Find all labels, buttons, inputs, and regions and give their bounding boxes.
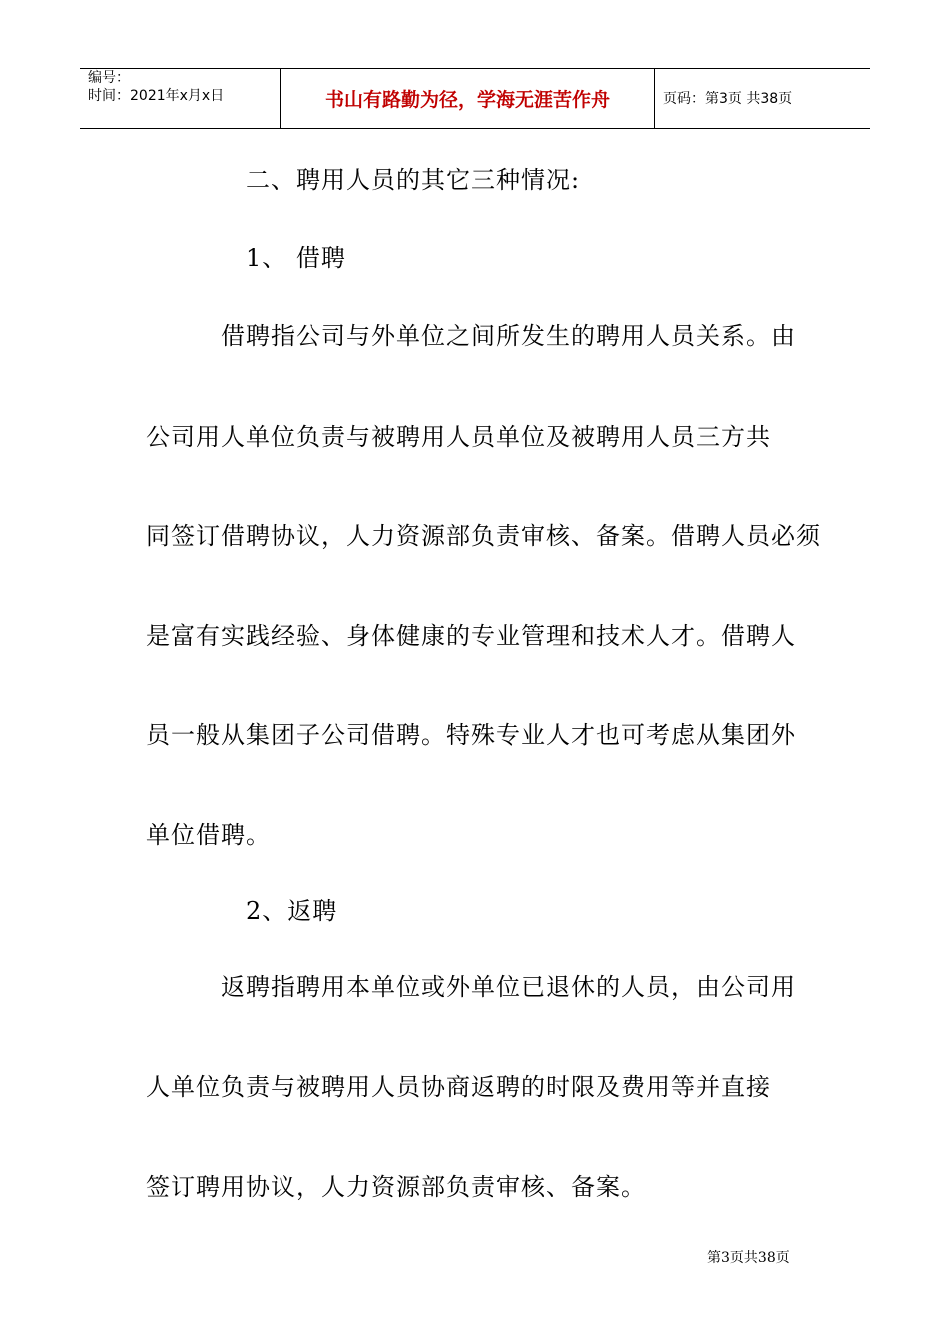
item1-paragraph-line: 单位借聘。 (146, 821, 271, 849)
footer-page-number: 第3页共38页 (707, 1250, 790, 1266)
item1-paragraph-line: 同签订借聘协议，人力资源部负责审核、备案。借聘人员必须 (146, 522, 821, 550)
item1-paragraph-line: 公司用人单位负责与被聘用人员单位及被聘用人员三方共 (146, 423, 771, 451)
item1-heading: 1、 借聘 (246, 244, 346, 272)
section-heading: 二、聘用人员的其它三种情况: (246, 166, 581, 194)
item2-paragraph-line: 人单位负责与被聘用人员协商返聘的时限及费用等并直接 (146, 1073, 771, 1101)
header-meta-cell (80, 69, 281, 128)
page-header (80, 68, 870, 129)
document-number-label: 编号： (88, 70, 130, 86)
header-motto-cell (281, 69, 655, 128)
header-page-cell (655, 69, 870, 128)
item1-paragraph-line: 借聘指公司与外单位之间所发生的聘用人员关系。由 (221, 322, 796, 350)
item2-paragraph-line: 签订聘用协议，人力资源部负责审核、备案。 (146, 1173, 646, 1201)
document-time-label: 时间：2021年x月x日 (88, 88, 225, 104)
item1-paragraph-line: 是富有实践经验、身体健康的专业管理和技术人才。借聘人 (146, 622, 796, 650)
header-motto: 书山有路勤为径，学海无涯苦作舟 (324, 89, 610, 111)
item1-paragraph-line: 员一般从集团子公司借聘。特殊专业人才也可考虑从集团外 (146, 721, 796, 749)
item2-heading: 2、返聘 (246, 897, 338, 925)
item2-paragraph-line: 返聘指聘用本单位或外单位已退休的人员，由公司用 (221, 973, 796, 1001)
header-page-number: 页码：第3页 共38页 (663, 91, 793, 107)
